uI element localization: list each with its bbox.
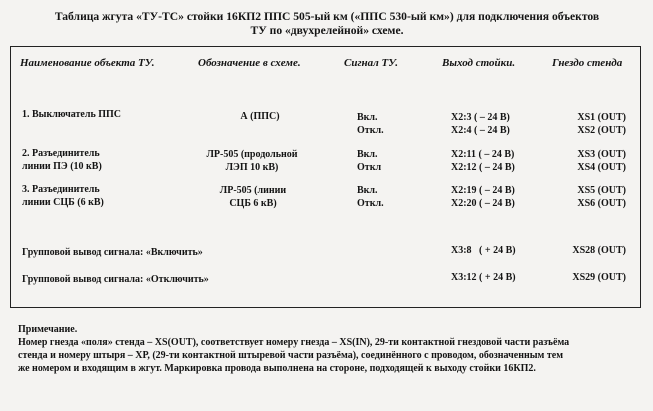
row-2-signal-off: Откл [357, 162, 382, 173]
row-2-designation-line-1: ЛР-505 (продольной [206, 149, 298, 160]
row-3-signal-on: Вкл. [357, 185, 378, 196]
group-row-on-name: Групповой вывод сигнала: «Включить» [22, 247, 203, 258]
row-3-output-2: Х2:20 ( – 24 В) [451, 198, 515, 209]
note-line-2: стенда и номеру штыря – ХР, (29-ти контактной штыревой части разъёма), соединённого с проводом, обозначенным тем [18, 350, 563, 361]
row-1-socket [548, 111, 626, 137]
row-3-designation-line-1: ЛР-505 (линии [219, 185, 287, 196]
row-3-designation [193, 184, 313, 210]
row-2-name-line-2: линии ПЭ (10 кВ) [22, 161, 102, 172]
row-1-signal [357, 111, 384, 137]
row-2-output-1: Х2:11 ( – 24 В) [451, 149, 515, 160]
row-1-output [451, 111, 510, 137]
group-row-on-socket: XS28 (OUT) [572, 245, 626, 256]
row-1-signal-off: Откл. [357, 125, 384, 136]
row-1-designation-line-1: А (ППС) [240, 111, 280, 122]
note-block [18, 323, 643, 375]
row-3-socket-2: XS6 (OUT) [577, 198, 626, 209]
row-3-signal-off: Откл. [357, 198, 384, 209]
row-3-socket-1: XS5 (OUT) [577, 185, 626, 196]
title-line-2: ТУ по «двухрелейной» схеме. [250, 24, 404, 37]
note-heading: Примечание. [18, 324, 78, 335]
row-2-signal [357, 148, 381, 174]
row-2-signal-on: Вкл. [357, 149, 378, 160]
header-signal: Сигнал ТУ. [344, 57, 398, 69]
row-3-output [451, 184, 515, 210]
row-2-output-2: Х2:12 ( – 24 В) [451, 162, 515, 173]
note-line-1: Номер гнезда «поля» стенда – XS(OUT), соответствует номеру гнезда – XS(IN), 29-ти контактной гнездовой части разъёма [18, 337, 570, 348]
group-row-off-socket: XS29 (OUT) [572, 272, 626, 283]
row-3-designation-line-2: СЦБ 6 кВ) [229, 198, 277, 209]
row-3-signal [357, 184, 384, 210]
row-2-output [451, 148, 515, 174]
title-line-1: Таблица жгута «ТУ-ТС» стойки 16КП2 ППС 505-ый км («ППС 530-ый км») для подключения объектов [54, 10, 600, 23]
row-2-socket-1: XS3 (OUT) [577, 149, 626, 160]
group-row-off-name: Групповой вывод сигнала: «Отключить» [22, 274, 209, 285]
row-1-designation [205, 110, 315, 123]
harness-table-frame [10, 46, 641, 308]
row-1-name-line-1: 1. Выключатель ППС [22, 109, 122, 120]
group-row-off-output: Х3:12 ( + 24 В) [451, 272, 516, 283]
row-2-name [22, 147, 102, 173]
document-title [22, 10, 632, 38]
note-line-3: же номером и входящим в жгут. Маркировка провода выполнена на стороне, подходящей к выходу стойки 16КП2. [18, 363, 536, 374]
row-1-signal-on: Вкл. [357, 112, 378, 123]
group-row-on-output: Х3:8 ( + 24 В) [451, 245, 516, 256]
row-1-output-2: Х2:4 ( – 24 В) [451, 125, 510, 136]
row-2-socket [548, 148, 626, 174]
row-3-name-line-1: 3. Разъединитель [22, 184, 100, 195]
row-2-name-line-1: 2. Разъединитель [22, 148, 100, 159]
row-3-name [22, 183, 104, 209]
header-object-name: Наименование объекта ТУ. [20, 57, 155, 69]
header-designation: Обозначение в схеме. [198, 57, 301, 69]
row-1-name [22, 108, 121, 121]
row-2-socket-2: XS4 (OUT) [577, 162, 626, 173]
row-1-socket-1: XS1 (OUT) [577, 112, 626, 123]
row-3-name-line-2: линии СЦБ (6 кВ) [22, 197, 104, 208]
row-1-output-1: Х2:3 ( – 24 В) [451, 112, 510, 123]
row-3-output-1: Х2:19 ( – 24 В) [451, 185, 515, 196]
row-2-designation-line-2: ЛЭП 10 кВ) [225, 162, 279, 173]
row-3-socket [548, 184, 626, 210]
header-socket: Гнездо стенда [552, 57, 623, 69]
row-1-socket-2: XS2 (OUT) [577, 125, 626, 136]
row-2-designation [188, 148, 316, 174]
header-output: Выход стойки. [442, 57, 516, 69]
